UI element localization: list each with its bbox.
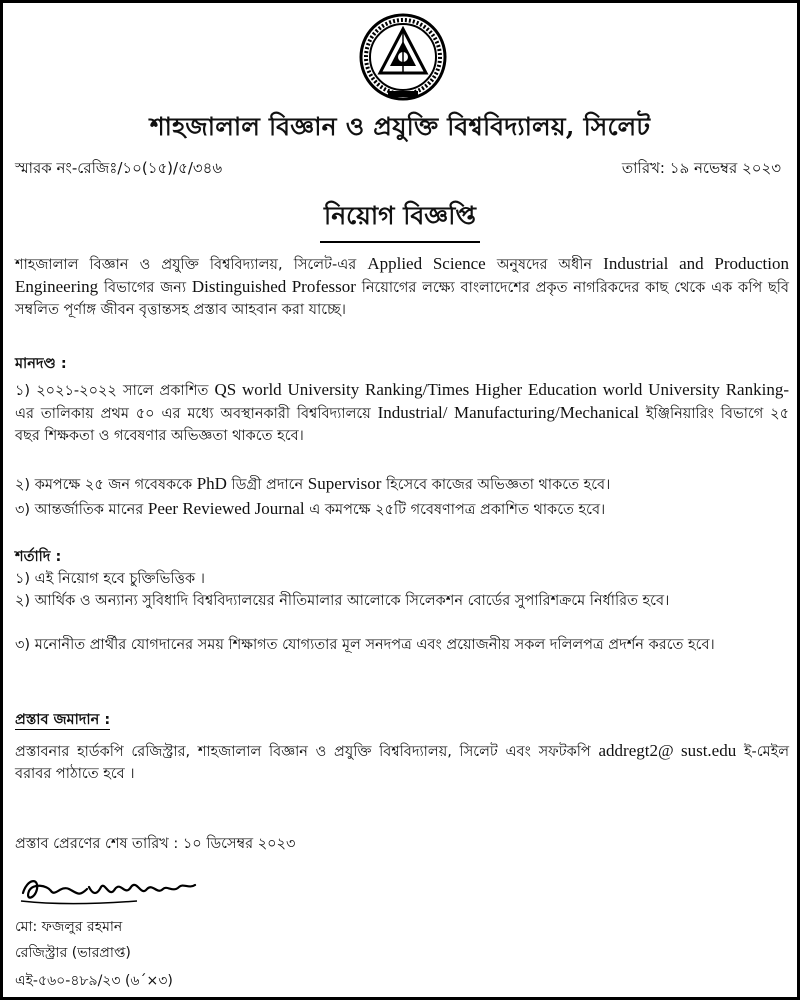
- submission-deadline: প্রস্তাব প্রেরণের শেষ তারিখ : ১০ ডিসেম্বর ২০২৩: [15, 836, 296, 852]
- submission-heading-text: প্রস্তাব জমাদান :: [15, 712, 111, 728]
- criteria-2-text-a: ২) কমপক্ষে ২৫ জন গবেষককে: [15, 477, 197, 493]
- criteria-1-text-a: ১) ২০২১-২০২২ সালে প্রকাশিত: [15, 383, 215, 399]
- criteria-3-text-a: ৩) আন্তর্জাতিক মানের: [15, 502, 148, 518]
- conditions-heading: শর্তাদি :: [15, 549, 62, 565]
- memo-number: স্মারক নং-রেজিঃ/১০(১৫)/৫/৩৪৬: [15, 159, 223, 177]
- intro-text-1: শাহজালাল বিজ্ঞান ও প্রযুক্তি বিশ্ববিদ্যালয়, সিলেট-এর: [15, 257, 368, 273]
- criteria-item-3: [15, 498, 789, 521]
- criteria-item-2: [15, 473, 789, 496]
- submission-text-b: ই-মেইল বরাবর পাঠাতে হবে ।: [15, 744, 789, 782]
- intro-paragraph: [15, 253, 789, 321]
- submission-heading: [15, 709, 110, 733]
- condition-item-3: ৩) মনোনীত প্রার্থীর যোগদানের সময় শিক্ষাগত যোগ্যতার মূল সনদপত্র এবং প্রয়োজনীয় সকল দলিলপত্র প্রদর্শন করতে হবে।: [15, 637, 715, 653]
- criteria-3-journal: Peer Reviewed Journal: [147, 499, 305, 518]
- notice-title: [3, 196, 797, 243]
- notice-title-text: নিয়োগ বিজ্ঞপ্তি: [320, 196, 480, 243]
- footer-code: এই-৫৬০-৪৮৯/২৩ (৬´×৩): [15, 973, 173, 989]
- notice-date: তারিখ: ১৯ নভেম্বর ২০২৩: [621, 159, 781, 177]
- criteria-1-text-e: ইঞ্জিনিয়ারিং বিভাগে ২৫ বছর শিক্ষকতা ও গবেষণার অভিজ্ঞতা থাকতে হবে।: [15, 406, 789, 444]
- criteria-3-text-c: এ কমপক্ষে ২৫টি গবেষণাপত্র প্রকাশিত থাকতে হবে।: [304, 502, 606, 518]
- criteria-1-ranking: QS world University Ranking/Times Higher Education world University Ranking-: [214, 380, 789, 399]
- intro-department: Industrial and Production Engineering: [15, 254, 789, 296]
- condition-item-1: ১) এই নিয়োগ হবে চুক্তিভিত্তিক ।: [15, 571, 205, 587]
- submission-paragraph: [15, 740, 789, 785]
- submission-text-a: প্রস্তাবনার হার্ডকপি রেজিস্ট্রার, শাহজালাল বিজ্ঞান ও প্রযুক্তি বিশ্ববিদ্যালয়, সিলেট এবং সফটকপি: [15, 744, 599, 760]
- criteria-item-1: [15, 379, 789, 447]
- intro-position: Distinguished Professor: [191, 277, 356, 296]
- signatory-name: মো: ফজলুর রহমান: [15, 919, 123, 935]
- criteria-1-fields: Industrial/ Manufacturing/Mechanical: [377, 403, 640, 422]
- university-seal-logo: [358, 11, 448, 103]
- criteria-1-text-c: এর তালিকায় প্রথম ৫০ এর মধ্যে অবস্থানকারী বিশ্ববিদ্যালয়ে: [15, 406, 378, 422]
- intro-text-3: বিভাগের জন্য: [98, 280, 192, 296]
- criteria-heading: মানদণ্ড :: [15, 356, 67, 372]
- intro-faculty: Applied Science: [367, 254, 486, 273]
- registrar-signature: [17, 871, 207, 913]
- intro-text-2: অনুষদের অধীন: [485, 257, 604, 273]
- signatory-designation: রেজিস্ট্রার (ভারপ্রাপ্ত): [15, 945, 131, 961]
- criteria-2-text-c: ডিগ্রী প্রদানে: [226, 477, 308, 493]
- criteria-2-phd: PhD: [196, 474, 227, 493]
- criteria-2-text-e: হিসেবে কাজের অভিজ্ঞতা থাকতে হবে।: [381, 477, 611, 493]
- intro-text-4: নিয়োগের লক্ষ্যে বাংলাদেশের প্রকৃত নাগরিকদের কাছ থেকে এক কপি ছবি সম্বলিত পূর্ণাঙ্গ জীবন বৃত্তান্তসহ প্রস্তাব আহবান করা যাচ্ছে।: [15, 280, 789, 318]
- condition-item-2: ২) আর্থিক ও অন্যান্য সুবিধাদি বিশ্ববিদ্যালয়ের নীতিমালার আলোকে সিলেকশন বোর্ডের সুপারিশক্রমে নির্ধারিত হবে।: [15, 593, 670, 609]
- submission-email: addregt2@ sust.edu: [598, 741, 737, 760]
- university-name: শাহজালাল বিজ্ঞান ও প্রযুক্তি বিশ্ববিদ্যালয়, সিলেট: [149, 112, 651, 141]
- criteria-2-supervisor: Supervisor: [307, 474, 382, 493]
